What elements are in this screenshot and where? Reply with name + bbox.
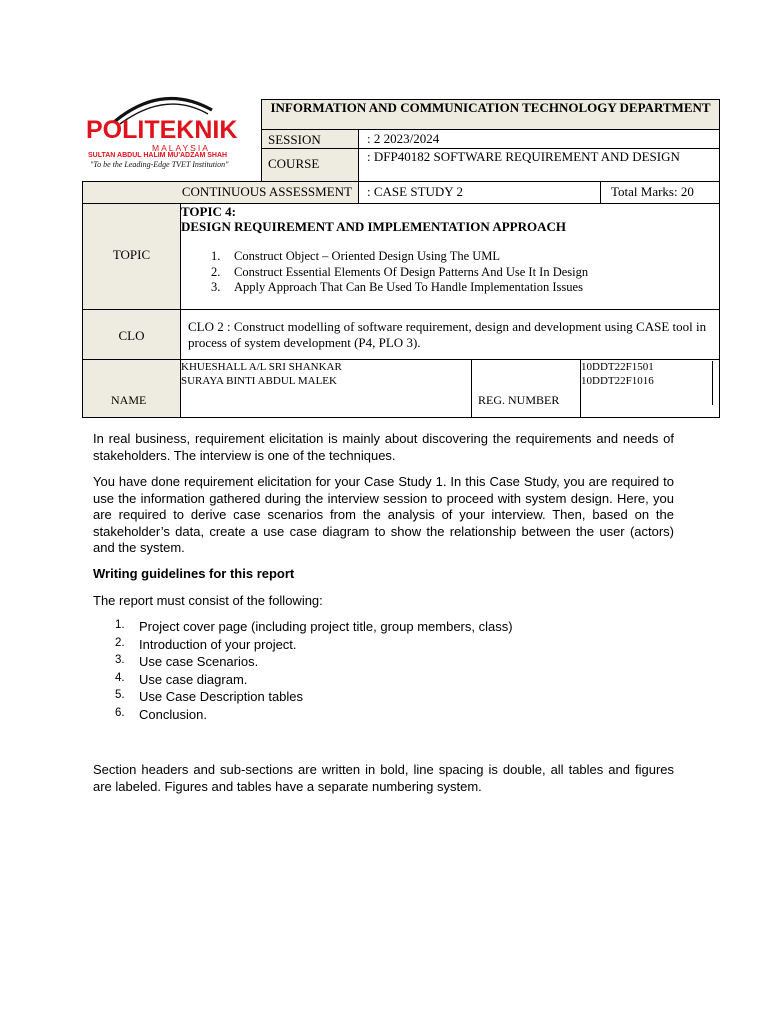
list-item [93,619,653,637]
session-label-text: SESSION [268,132,321,147]
name-label-text: NAME [111,393,147,407]
logo-tagline: "To be the Leading-Edge TVET Institution" [90,160,229,169]
course-value-text: : DFP40182 SOFTWARE REQUIREMENT AND DESIGN [367,149,680,164]
list-text: Conclusion. [139,706,207,722]
list-number: 1. [115,619,125,631]
list-text: Project cover page (including project title, group members, class) [139,619,513,634]
closing-paragraph: Section headers and sub-sections are written in bold, line spacing is double, all tables and figures are labeled. Figures and tables have a separate numbering system. [93,762,674,794]
reg-number-label [471,359,581,418]
list-item [211,280,716,296]
list-number: 2. [211,264,221,279]
session-label [261,129,359,149]
topic-label [82,203,181,310]
list-number: 2. [115,636,125,649]
list-text: Construct Object – Oriented Design Using The UML [234,249,501,263]
topic-content [180,203,720,310]
list-item [93,689,653,707]
politeknik-logo [82,88,260,174]
assessment-label-text: CONTINUOUS ASSESSMENT [181,184,352,199]
list-text: Use case Scenarios. [139,654,259,670]
student-names [180,359,472,418]
list-number: 3. [211,280,221,294]
list-number: 5. [115,689,125,702]
report-intro: The report must consist of the following: [93,593,323,608]
clo-label [82,309,181,360]
list-number: 6. [115,706,125,719]
topic-number: TOPIC 4: [181,204,237,219]
list-number: 3. [115,654,125,667]
list-number: 4. [115,671,125,684]
list-item [93,654,653,672]
course-label [261,148,359,182]
session-value [358,129,720,149]
topic-list [211,249,716,296]
intro-paragraph: In real business, requirement elicitation is mainly about discovering the requirements and needs of stakeholders. The interview is one of the techniques. [93,431,674,463]
course-label-text: COURSE [268,156,320,171]
list-item [211,249,716,265]
guidelines-heading: Writing guidelines for this report [93,566,295,581]
total-marks-text: Total Marks: 20 [611,184,694,199]
list-item [93,637,653,655]
task-paragraph: You have done requirement elicitation for your Case Study 1. In this Case Study, you are required to use the information gathered during the interview session to proceed with system design. Here, you are required to derive case scenarios from the analysis of your interview. Then, based on the stakeholder’s data, create a use case diagram to show the relationship between the user (actors) and the system. [93,474,674,555]
student-regs [580,359,720,418]
name-label [82,359,181,418]
assessment-value-text: : CASE STUDY 2 [367,184,463,199]
department-title [261,99,720,130]
student-reg: 10DDT22F1016 [581,375,654,387]
logo-brand-text: POLITEKNIK [86,116,238,144]
student-name: SURAYA BINTI ABDUL MALEK [181,375,337,387]
list-text: Apply Approach That Can Be Used To Handle Implementation Issues [234,280,583,294]
topic-label-text: TOPIC [112,247,151,262]
list-text: Construct Essential Elements Of Design Patterns And Use It In Design [234,264,589,279]
list-item [211,265,716,281]
clo-content [180,309,720,360]
assessment-value [358,181,601,204]
course-value [358,148,720,182]
session-value-text: : 2 2023/2024 [367,131,440,146]
clo-text: CLO 2 : Construct modelling of software requirement, design and development using CASE tool in process of system development (P4, PLO 3). [188,319,707,350]
total-marks [600,181,720,204]
list-item [93,707,653,725]
list-text: Introduction of your project. [139,636,297,652]
list-text: Use case diagram. [139,671,248,687]
topic-title: DESIGN REQUIREMENT AND IMPLEMENTATION APPROACH [181,219,566,234]
student-reg: 10DDT22F1501 [581,361,654,373]
list-number: 1. [211,249,221,263]
student-name: KHUESHALL A/L SRI SHANKAR [181,361,342,373]
reg-label-text: REG. NUMBER [478,393,560,407]
clo-label-text: CLO [118,328,145,343]
department-text: INFORMATION AND COMMUNICATION TECHNOLOGY DEPARTMENT [270,100,711,115]
logo-institution-text: SULTAN ABDUL HALIM MU'ADZAM SHAH [88,152,228,159]
divider [712,361,713,405]
list-text: Use Case Description tables [139,689,304,705]
assessment-label [82,181,359,204]
report-items-list [93,619,653,725]
logo-country-text: MALAYSIA [152,143,210,153]
list-item [93,672,653,690]
